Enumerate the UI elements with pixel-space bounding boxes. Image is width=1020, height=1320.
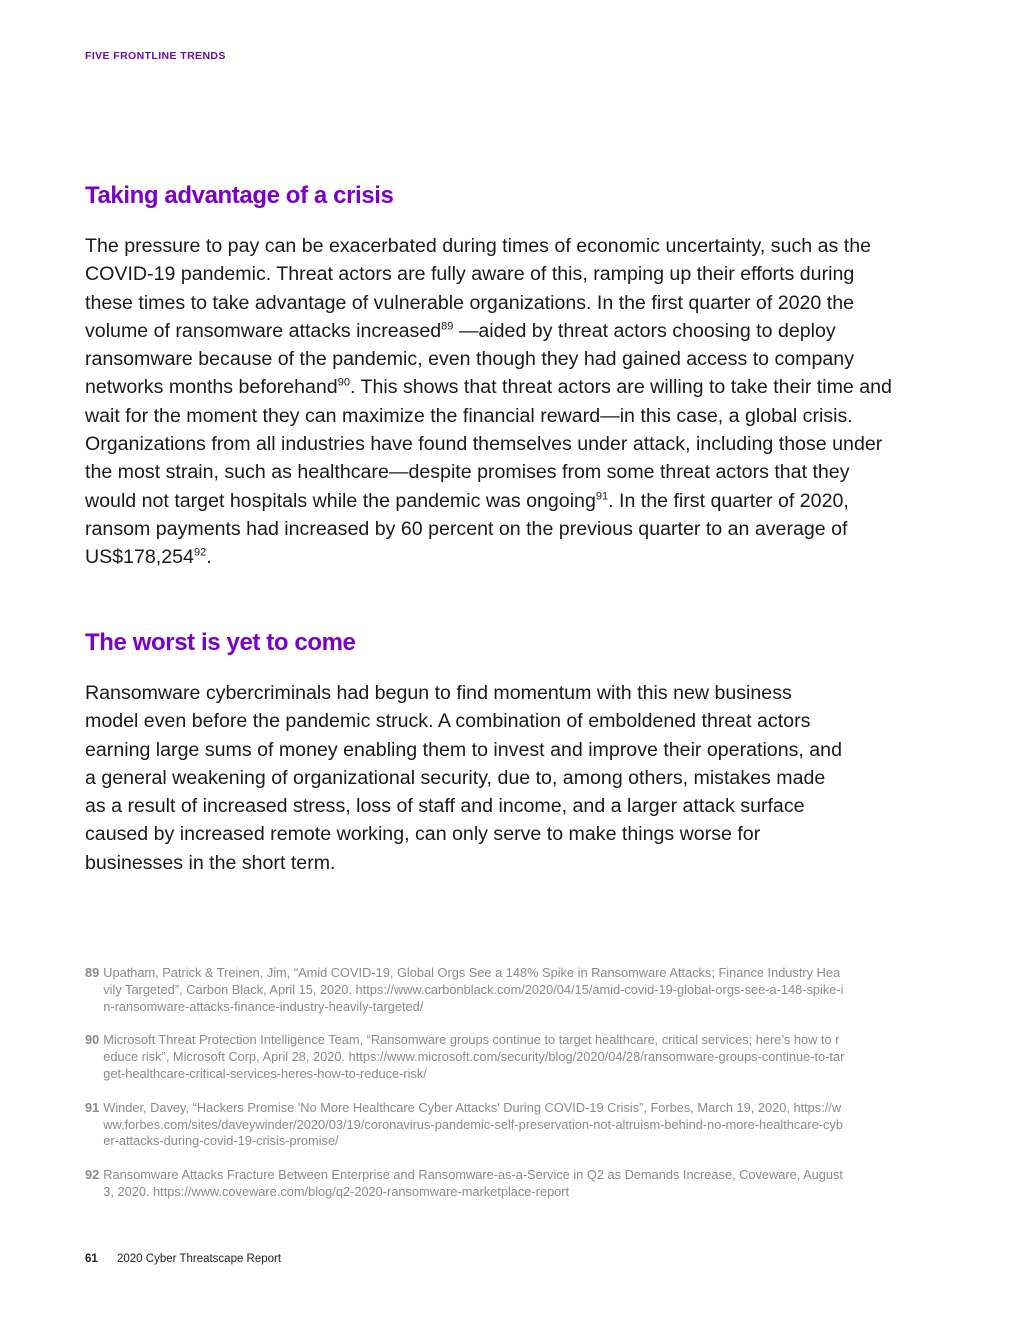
section-taking-advantage — [85, 180, 905, 572]
footnote — [85, 965, 845, 1015]
body-text-run: The pressure to pay can be exacerbated during times of economic uncertainty, such as the COVID-19 pandemic. Threat actors are fully aware of this, ramping up their efforts during these times to take advantage of vulnerable organizations. In the first quarter of 2020 the volume of ransomware attacks increased — [85, 235, 871, 342]
section-body — [85, 232, 905, 572]
running-head: FIVE FRONTLINE TRENDS — [85, 50, 226, 62]
footnote-ref[interactable]: 90 — [337, 376, 350, 389]
footnote-ref[interactable]: 91 — [595, 490, 609, 503]
footnotes — [85, 965, 845, 1218]
footnote-text[interactable]: Upatham, Patrick & Treinen, Jim, “Amid COVID-19, Global Orgs See a 148% Spike in Ransomware Attacks; Finance Industry Heavily Targeted”, Carbon Black, April 15, 2020. https://www.carbonblack.com/2020/04/15/amid-covid-19-global-orgs-see-a-148-spike-in-ransomware-attacks-finance-industry-heavily-targeted/ — [103, 965, 844, 1014]
footnote-number: 89 — [85, 965, 100, 980]
body-text-run: . In the first quarter of 2020, ransom payments had increased by 60 percent on the previous quarter to an average of US$178,254 — [85, 489, 849, 569]
body-text-run: . — [206, 546, 212, 569]
footnote-ref[interactable]: 89 — [441, 320, 454, 333]
footnote-text[interactable]: Winder, Davey, “Hackers Promise 'No More Healthcare Cyber Attacks' During COVID-19 Crisis”, Forbes, March 19, 2020, https://www.forbes.com/sites/daveywinder/2020/03/19/coronavirus-pandemic-self-preservation-not-altruism-behind-no-more-healthcare-cyber-attacks-during-covid-19-crisis-promise/ — [103, 1099, 843, 1149]
footnote-number: 90 — [85, 1032, 100, 1048]
section-body: Ransomware cybercriminals had begun to find momentum with this new business model even before the pandemic struck. A combination of emboldened threat actors earning large sums of money enabling them to invest and improve their operations, and a general weakening of organizational security, due to, among others, mistakes made as a result of increased stress, loss of staff and income, and a larger attack surface caused by increased remote working, can only serve to make things worse for businesses in the short term. — [85, 682, 842, 874]
footnote-number: 91 — [85, 1099, 100, 1115]
footnote-text[interactable]: Microsoft Threat Protection Intelligence Team, “Ransomware groups continue to target healthcare, critical services; here’s how to reduce risk”, Microsoft Corp, April 28, 2020. https://www.microsoft.com/security/blog/2020/04/28/ransomware-groups-continue-to-target-healthcare-critical-services-heres-how-to-reduce-risk/ — [103, 1032, 845, 1081]
footnote-ref[interactable]: 92 — [193, 546, 207, 559]
footnote — [85, 1100, 845, 1150]
footnote — [85, 1032, 845, 1082]
footnote — [85, 1167, 845, 1201]
section-worst-yet-to-come — [85, 627, 905, 877]
section-heading: Taking advantage of a crisis — [85, 182, 394, 209]
body-text-run: . This shows that threat actors are willing to take their time and wait for the moment they can maximize the financial reward—in this case, a global crisis. Organizations from all industries have found themselves under attack, including those under the most strain, such as healthcare—despite promises from some threat actors that they would not target hospitals while the pandemic was ongoing — [85, 376, 892, 512]
body-text-run: —aided by threat actors choosing to deploy ransomware because of the pandemic, even though they had gained access to company networks months beforehand — [85, 319, 854, 399]
footnote-number: 92 — [85, 1167, 100, 1183]
page-number: 61 — [85, 1253, 98, 1265]
footnote-text[interactable]: Ransomware Attacks Fracture Between Enterprise and Ransomware-as-a-Service in Q2 as Demands Increase, Coveware, August 3, 2020. https://www.coveware.com/blog/q2-2020-ransomware-marketplace-report — [103, 1167, 843, 1199]
report-title: 2020 Cyber Threatscape Report — [117, 1253, 282, 1265]
section-heading: The worst is yet to come — [85, 629, 356, 656]
page-footer — [85, 1253, 281, 1265]
